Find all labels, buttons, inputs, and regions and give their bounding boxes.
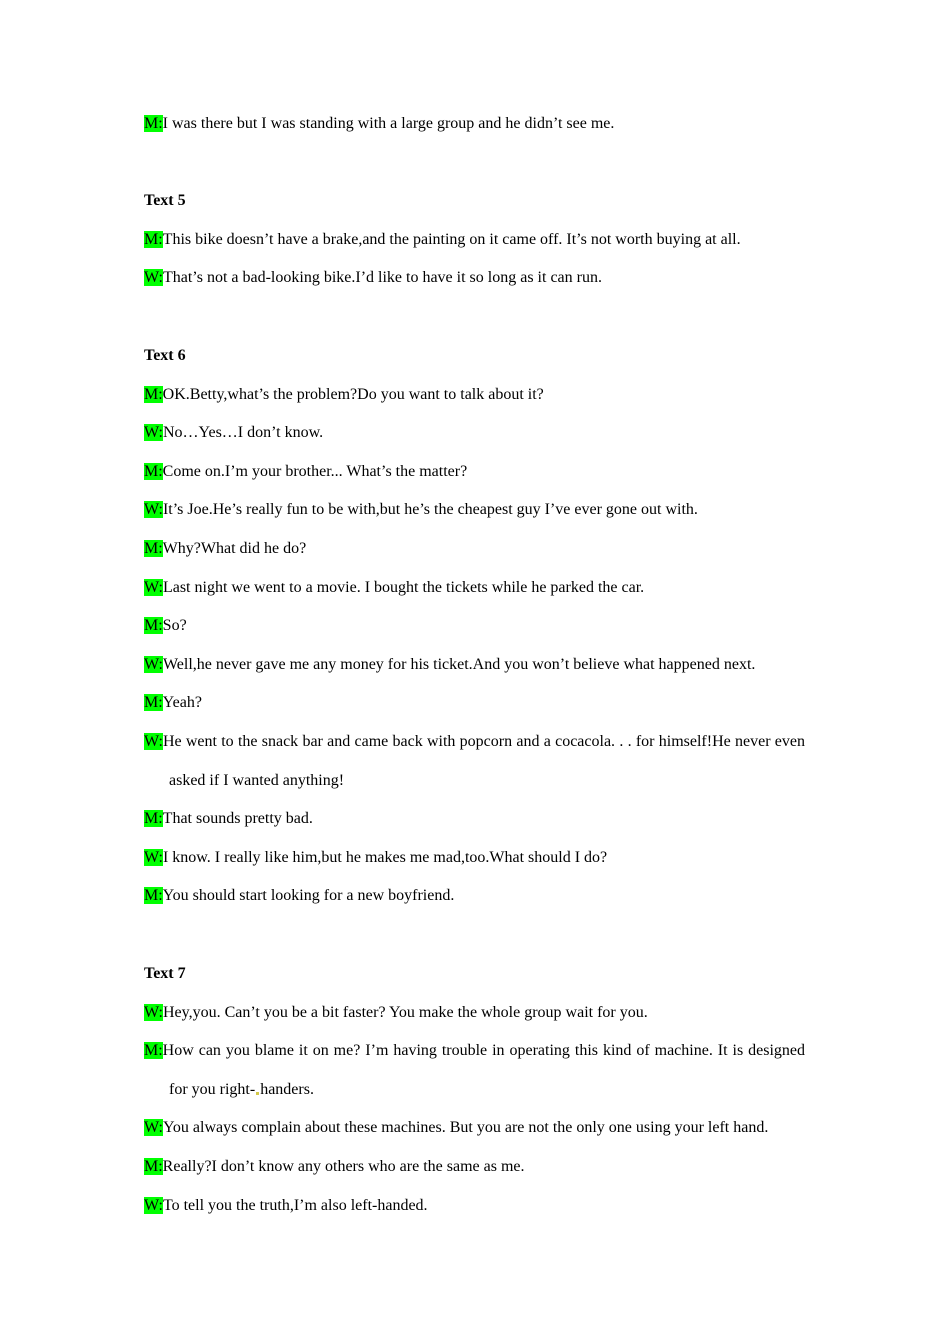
- speaker-label: W:: [144, 732, 163, 750]
- section-heading: Text 6: [144, 347, 186, 364]
- dialogue-text: He went to the snack bar and came back with popcorn and a cocacola. . . for himself!He never even asked if I wanted anything!: [162, 732, 805, 789]
- speaker-label: M:: [144, 887, 163, 905]
- dialogue-line: [144, 569, 805, 608]
- speaker-label: M:: [144, 810, 163, 828]
- speaker-label: M:: [144, 230, 163, 248]
- speaker-label: M:: [144, 115, 163, 132]
- dialogue-text: Well,he never gave me any money for his ticket.And you won’t believe what happened next.: [162, 655, 756, 673]
- dialogue-line: [144, 221, 805, 260]
- dialogue-line: [144, 530, 805, 569]
- speaker-label: M:: [144, 1157, 163, 1175]
- dialogue-line: [144, 1148, 805, 1187]
- dialogue-line: [144, 259, 805, 298]
- dialogue-line: [144, 1032, 805, 1109]
- speaker-label: M:: [144, 539, 163, 557]
- speaker-label: M:: [144, 462, 163, 480]
- dialogue-text: Yeah?: [162, 694, 202, 712]
- dialogue-line: [144, 877, 805, 916]
- dialogue-text: So?: [162, 617, 187, 635]
- dialogue-text: Really?I don’t know any others who are the same as me.: [162, 1157, 525, 1175]
- dialogue-text: To tell you the truth,I’m also left-handed.: [162, 1196, 428, 1214]
- speaker-label: M:: [144, 385, 163, 403]
- speaker-label: W:: [144, 269, 163, 287]
- dialogue-line: [144, 1109, 805, 1148]
- dialogue-text: OK.Betty,what’s the problem?Do you want to talk about it?: [162, 385, 544, 403]
- dialogue-line: [144, 105, 805, 144]
- dialogue-text: That’s not a bad-looking bike.I’d like to have it so long as it can run.: [162, 269, 602, 287]
- section-heading: Text 7: [144, 965, 186, 982]
- dialogue-text: This bike doesn’t have a brake,and the painting on it came off. It’s not worth buying at all.: [162, 230, 741, 248]
- dialogue-line: [144, 646, 805, 685]
- dialogue-text: You always complain about these machines. But you are not the only one using your left hand.: [162, 1119, 769, 1137]
- dialogue-text: Hey,you. Can’t you be a bit faster? You make the whole group wait for you.: [162, 1003, 648, 1021]
- dialogue-block-text4-end: [144, 105, 805, 144]
- dialogue-text: You should start looking for a new boyfriend.: [162, 887, 455, 905]
- dialogue-line: [144, 800, 805, 839]
- dialogue-block-text7: [144, 955, 805, 1225]
- dialogue-text: That sounds pretty bad.: [162, 810, 313, 828]
- dialogue-block-text5: [144, 182, 805, 298]
- dialogue-text-continued: handers.: [260, 1080, 314, 1098]
- dialogue-text: Come on.I’m your brother... What’s the matter?: [162, 462, 468, 480]
- speaker-label: W:: [144, 655, 163, 673]
- dialogue-text: I know. I really like him,but he makes me mad,too.What should I do?: [162, 848, 608, 866]
- dialogue-line: [144, 376, 805, 415]
- dialogue-line: [144, 684, 805, 723]
- dialogue-text: How can you blame it on me? I’m having trouble in operating this kind of machine. It is designed for you right-: [162, 1042, 805, 1098]
- dialogue-line: [144, 1187, 805, 1226]
- speaker-label: M:: [144, 1042, 163, 1060]
- speaker-label: W:: [144, 1196, 163, 1214]
- dialogue-text: I was there but I was standing with a large group and he didn’t see me.: [162, 115, 615, 132]
- dialogue-line: [144, 453, 805, 492]
- dialogue-line: [144, 607, 805, 646]
- dialogue-line: [144, 994, 805, 1033]
- dialogue-line: [144, 491, 805, 530]
- stray-mark: [256, 1092, 259, 1095]
- speaker-label: W:: [144, 424, 163, 442]
- dialogue-line: [144, 414, 805, 453]
- dialogue-text: Last night we went to a movie. I bought the tickets while he parked the car.: [162, 578, 645, 596]
- speaker-label: W:: [144, 848, 163, 866]
- section-heading: Text 5: [144, 192, 186, 209]
- speaker-label: W:: [144, 1119, 163, 1137]
- dialogue-block-text6: [144, 337, 805, 916]
- dialogue-text: No…Yes…I don’t know.: [162, 424, 324, 442]
- speaker-label: M:: [144, 694, 163, 712]
- dialogue-text: Why?What did he do?: [162, 539, 307, 557]
- dialogue-line: [144, 839, 805, 878]
- speaker-label: M:: [144, 617, 163, 635]
- dialogue-line: [144, 723, 805, 800]
- speaker-label: W:: [144, 578, 163, 596]
- dialogue-text: It’s Joe.He’s really fun to be with,but he’s the cheapest guy I’ve ever gone out with.: [162, 501, 698, 519]
- speaker-label: W:: [144, 501, 163, 519]
- speaker-label: W:: [144, 1003, 163, 1021]
